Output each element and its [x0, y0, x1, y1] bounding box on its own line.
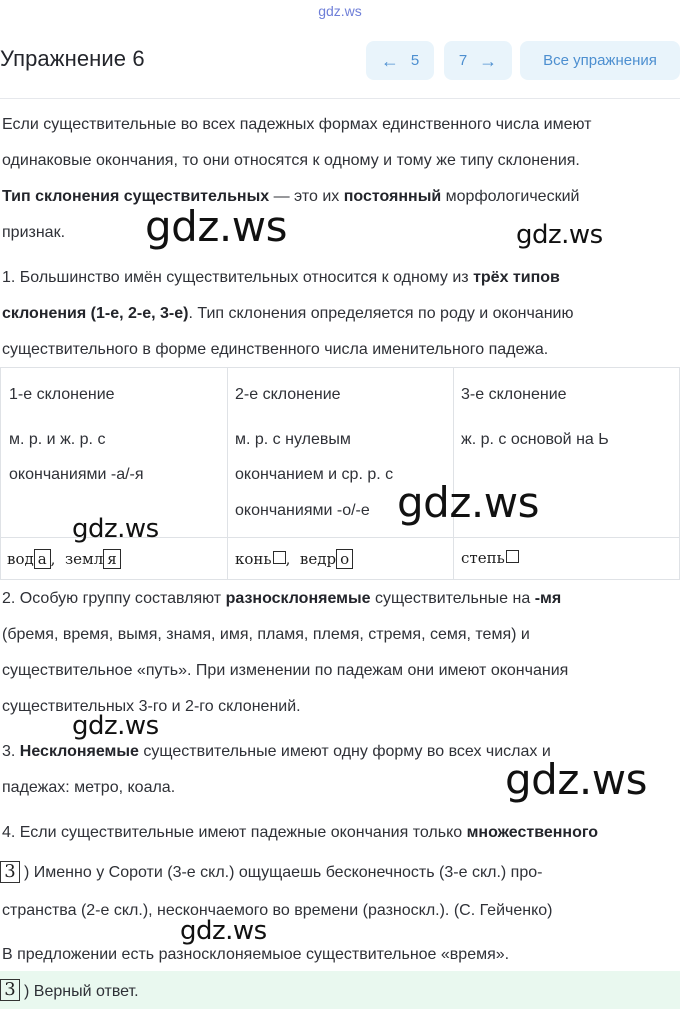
term-bold: Тип склонения существительных [2, 188, 270, 205]
separator: , [50, 550, 65, 568]
intro-text: — это их [269, 188, 344, 205]
example-word: конь [235, 550, 272, 568]
permanent-bold: постоянный [343, 188, 442, 205]
intro-line-4: признак. [2, 224, 66, 241]
p1-line-3: существительного в форме единственного числа именительного падежа. [2, 341, 549, 358]
col1-desc-2: окончаниями -а/-я [9, 466, 144, 483]
watermark: gdz.ws [180, 916, 267, 946]
verdict-number-box: 3 [0, 979, 20, 1001]
p2-bold: разносклоняемые [225, 590, 371, 607]
watermark: gdz.ws [397, 478, 539, 527]
prev-exercise-button[interactable] [366, 41, 434, 80]
intro-line-1: Если существительные во всех падежных формах единственного числа имеют [2, 116, 592, 133]
watermark: gdz.ws [505, 755, 647, 804]
p4-bold: множественного [466, 824, 599, 841]
p4-line-1 [2, 824, 598, 842]
intro-line-2: одинаковые окончания, то они относятся к одному и тому же типу склонения. [2, 152, 580, 169]
p1-line-2 [2, 305, 573, 323]
intro-text: морфологический [441, 188, 580, 205]
example-word: степь [461, 549, 505, 567]
p3-bold: Несклоняемые [19, 743, 139, 760]
ending-box: я [103, 549, 120, 569]
p3-text: существительные имеют одну форму во всех числах и [138, 743, 551, 760]
zero-ending-box [506, 550, 519, 563]
header-divider [0, 98, 680, 99]
answer-number-box: 3 [0, 861, 20, 883]
answer-line-1: ) Именно у Сороти (3-е скл.) ощущаешь бесконечность (3-е скл.) про- [24, 864, 543, 881]
watermark: gdz.ws [72, 711, 159, 741]
example-word: ведр [299, 550, 337, 568]
p3-line-1 [2, 743, 551, 761]
example-word: вод [7, 550, 34, 568]
answer-line-2: странства (2-е скл.), нескончаемого во времени (разноскл.). (С. Гейченко) [2, 902, 553, 919]
next-exercise-button[interactable] [444, 41, 512, 80]
table-divider [227, 368, 228, 579]
watermark: gdz.ws [516, 220, 603, 250]
table-divider [453, 368, 454, 579]
col2-desc-1: м. р. с нулевым [235, 431, 351, 448]
p3-line-2: падежах: метро, коала. [2, 779, 176, 796]
col3-examples [461, 549, 519, 567]
p2-line-3: существительное «путь». При изменении по падежам они имеют окончания [2, 662, 569, 679]
all-exercises-label: Все упражнения [543, 52, 657, 69]
p2-bold: -мя [534, 590, 562, 607]
col2-header: 2-е склонение [235, 386, 341, 403]
p2-line-2: (бремя, время, вымя, знамя, имя, пламя, племя, стремя, семя, темя) и [2, 626, 530, 643]
site-link[interactable]: gdz.ws [318, 3, 362, 19]
col1-examples [7, 549, 121, 569]
next-exercise-label: 7 [458, 52, 468, 69]
col2-desc-3: окончаниями -о/-е [235, 502, 370, 519]
zero-ending-box [273, 551, 286, 564]
answer-line-3: В предложении есть разносклоняемыое существительное «время». [2, 946, 510, 963]
col1-desc-1: м. р. и ж. р. с [9, 431, 106, 448]
p1-bold: трёх типов [473, 269, 560, 286]
p2-text: существительные на [370, 590, 535, 607]
arrow-right-icon: → [479, 50, 498, 71]
col2-desc-2: окончанием и ср. р. с [235, 466, 394, 483]
declension-table [0, 367, 680, 580]
ending-box: о [336, 549, 353, 569]
col1-header: 1-е склонение [9, 386, 115, 403]
example-word: земл [64, 550, 104, 568]
watermark: gdz.ws [72, 514, 159, 544]
p1-bold: склонения (1-е, 2-е, 3-е) [2, 305, 189, 322]
intro-line-3 [2, 188, 579, 206]
watermark: gdz.ws [145, 202, 287, 251]
all-exercises-button[interactable] [520, 41, 680, 80]
verdict-text: ) Верный ответ. [24, 983, 139, 1000]
prev-exercise-label: 5 [410, 52, 420, 69]
p1-line-1 [2, 269, 560, 287]
p3-text: 3. [2, 743, 20, 760]
col3-header: 3-е склонение [461, 386, 567, 403]
ending-box: а [34, 549, 51, 569]
separator: , [285, 550, 300, 568]
page-title: Упражнение 6 [0, 46, 145, 71]
p1-text: 1. Большинство имён существительных относится к одному из [2, 269, 474, 286]
p2-line-1 [2, 590, 561, 608]
p1-text: . Тип склонения определяется по роду и окончанию [188, 305, 574, 322]
p2-text: 2. Особую группу составляют [2, 590, 226, 607]
p4-text: 4. Если существительные имеют падежные окончания только [2, 824, 467, 841]
arrow-left-icon: ← [380, 50, 399, 71]
col3-desc-1: ж. р. с основой на Ь [461, 431, 609, 448]
col2-examples [235, 549, 353, 569]
p2-line-4: существительных 3-го и 2-го склонений. [2, 698, 301, 715]
